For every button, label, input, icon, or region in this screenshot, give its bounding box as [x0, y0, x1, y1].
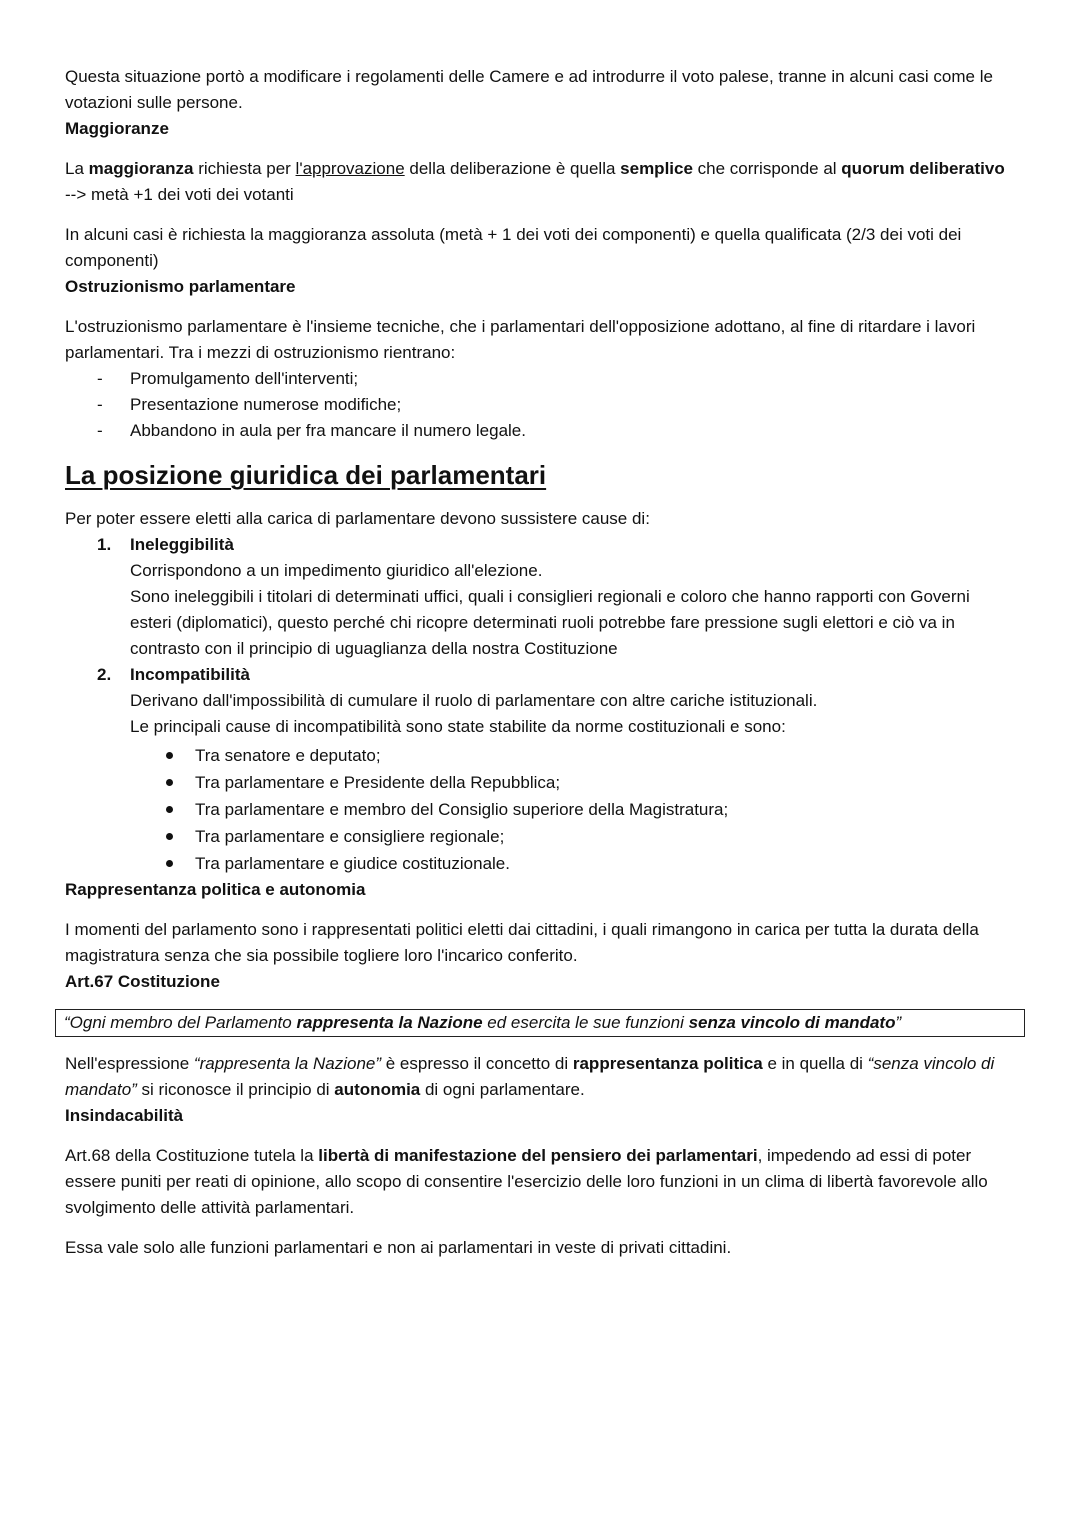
list-item: - Presentazione numerose modifiche;: [97, 395, 402, 414]
document-page: [65, 64, 1015, 1261]
heading-ostruzionismo: Ostruzionismo parlamentare: [65, 277, 296, 296]
incompatibilita-bullet-list: [130, 742, 1015, 877]
heading-insindacabilita: Insindacabilità: [65, 1106, 184, 1125]
posizione-paragraph: Per poter essere eletti alla carica di parlamentare devono sussistere cause di:: [65, 509, 650, 528]
list-item: Tra parlamentare e consigliere regionale;: [130, 823, 1015, 850]
heading-maggioranze: Maggioranze: [65, 119, 169, 138]
list-item: - Promulgamento dell'interventi;: [97, 369, 359, 388]
list-item: - Abbandono in aula per fra mancare il numero legale.: [97, 421, 526, 440]
heading-art67: Art.67 Costituzione: [65, 972, 220, 991]
list-item: Tra parlamentare e Presidente della Repubblica;: [130, 769, 1015, 796]
list-item: Tra parlamentare e membro del Consiglio superiore della Magistratura;: [130, 796, 1015, 823]
art67-paragraph: Nell'espressione “rappresenta la Nazione” è espresso il concetto di rappresentanza politica e in quella di “senza vincolo di mandato” si riconosce il principio di autonomia di ogni parlamentare.: [65, 1054, 995, 1099]
list-item: Tra parlamentare e giudice costituzionale.: [130, 850, 1015, 877]
maggioranze-paragraph-1: La maggioranza richiesta per l'approvazione della deliberazione è quella semplice che corrisponde al quorum deliberativo --> metà +1 dei voti dei votanti: [65, 159, 1005, 204]
section-title-posizione: La posizione giuridica dei parlamentari: [65, 460, 547, 490]
insindacabilita-paragraph-1: Art.68 della Costituzione tutela la libertà di manifestazione del pensiero dei parlamentari, impedendo ad essi di poter essere puniti per reati di opinione, allo scopo di consentire l'esercizio delle loro funzioni in un clima di libertà favorevole allo svolgimento delle attività parlamentari.: [65, 1146, 988, 1217]
insindacabilita-paragraph-2: Essa vale solo alle funzioni parlamentari e non ai parlamentari in veste di privati cittadini.: [65, 1238, 732, 1257]
maggioranze-paragraph-2: In alcuni casi è richiesta la maggioranza assoluta (metà + 1 dei voti dei componenti) e quella qualificata (2/3 dei voti dei componenti): [65, 225, 962, 270]
intro-paragraph: Questa situazione portò a modificare i regolamenti delle Camere e ad introdurre il voto palese, tranne in alcuni casi come le votazioni sulle persone.: [65, 67, 993, 112]
list-item-ineleggibilita: 1. Ineleggibilità Corrispondono a un impedimento giuridico all'elezione. Sono ineleggibili i titolari di determinati uffici, quali i consiglieri regionali e coloro che hanno rapporti con Governi esteri (diplomatici), questo perché chi ricopre determinati ruoli potrebbe fare pressione sugli elettori e ciò va in contrasto con il principio di uguaglianza della nostra Costituzione: [97, 535, 970, 658]
rappresentanza-paragraph: I momenti del parlamento sono i rappresentati politici eletti dai cittadini, i quali rimangono in carica per tutta la durata della magistratura senza che sia possibile togliere loro l'incarico conferito.: [65, 920, 979, 965]
posizione-numbered-list: [65, 532, 1015, 877]
ostruzionismo-paragraph: L'ostruzionismo parlamentare è l'insieme tecniche, che i parlamentari dell'opposizione adottano, al fine di ritardare i lavori parlamentari. Tra i mezzi di ostruzionismo rientrano:: [65, 317, 976, 362]
art67-quote-box: “Ogni membro del Parlamento rappresenta la Nazione ed esercita le sue funzioni senza vincolo di mandato”: [55, 1009, 1025, 1037]
list-item: Tra senatore e deputato;: [130, 742, 1015, 769]
heading-rappresentanza: Rappresentanza politica e autonomia: [65, 880, 366, 899]
ostruzionismo-list: [65, 366, 1015, 444]
list-item-incompatibilita: 2. Incompatibilità Derivano dall'impossibilità di cumulare il ruolo di parlamentare con altre cariche istituzionali. Le principali cause di incompatibilità sono state stabilite da norme costituzionali e sono: Tra senatore e deputato; Tra parlamentare e Presidente della Repubblica; Tra parlamentare e membro del Consiglio superiore della Magistratura; Tra parlamentare e consigliere regionale; Tra parlamentare e giudice costituzionale.: [65, 662, 1015, 877]
